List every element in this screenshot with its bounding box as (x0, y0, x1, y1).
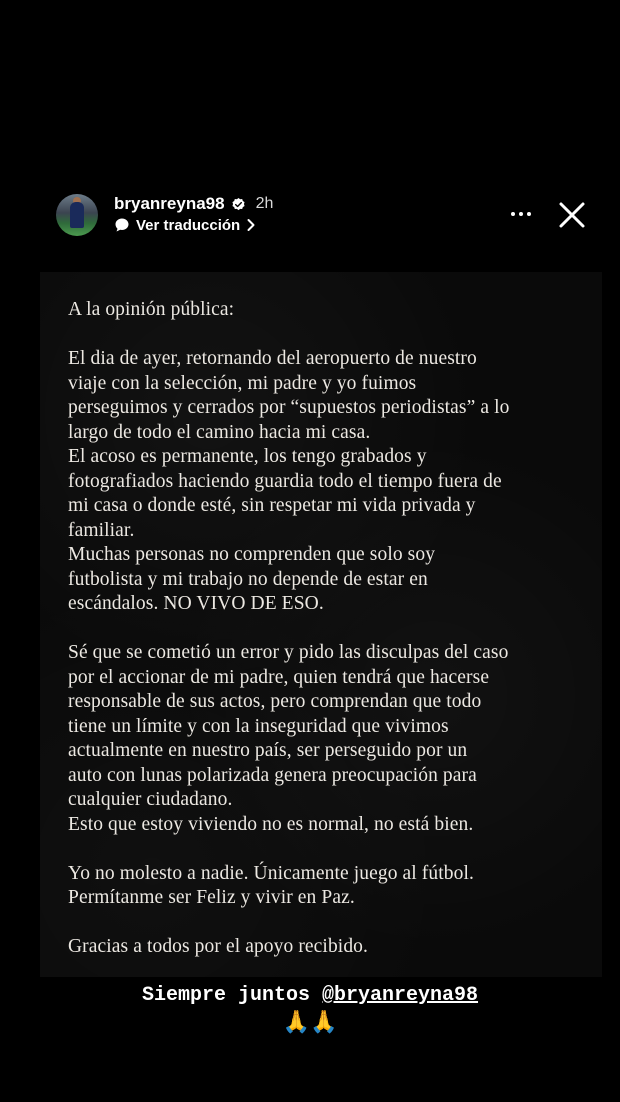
story-caption (0, 984, 620, 1007)
translate-icon (114, 217, 130, 233)
statement-letter (68, 298, 568, 984)
caption-text: Siempre juntos (141, 984, 322, 1007)
verified-badge-icon (231, 197, 246, 212)
more-dot (511, 212, 515, 216)
caption-emojis: 🙏🙏 (282, 1009, 338, 1034)
more-dot (519, 212, 523, 216)
letter-paragraph-3: Yo no molesto a nadie. Únicamente juego al fútbol. Permítanme ser Feliz y vivir en Paz. (68, 862, 474, 908)
see-translation-label: Ver traducción (136, 216, 241, 234)
story-header-user (114, 192, 273, 216)
letter-paragraph-2: Sé que se cometió un error y pido las disculpas del caso por el accionar de mi padre, quien tendrá que hacerse responsable de sus actos, pero comprendan que todo tiene un límite y con la inseguridad que vivimos actualmente en nuestro país, ser perseguido por un auto con lunas polarizada genera preocupación para cualquier ciudadano. Esto que estoy viviendo no es normal, no está bien. (68, 642, 509, 835)
see-translation-link[interactable] (114, 215, 256, 235)
letter-paragraph-4: Gracias a todos por el apoyo recibido. (68, 936, 368, 957)
profile-avatar[interactable] (56, 194, 98, 236)
more-options-icon[interactable] (506, 202, 536, 226)
letter-paragraph-1: El dia de ayer, retornando del aeropuerto de nuestro viaje con la selección, mi padre y yo fuimos perseguimos y cerrados por “supuestos periodistas” a lo largo de todo el camino hacia mi casa. El acoso es permanente, los tengo grabados y fotografiados haciendo guardia todo el tiempo fuera de mi casa o donde esté, sin respetar mi vida privada y familiar. Muchas personas no comprenden que solo soy futbolista y mi trabajo no depende de estar en escándalos. NO VIVO DE ESO. (68, 348, 510, 614)
caption-mention[interactable]: @bryanreyna98 (322, 984, 479, 1007)
chevron-right-icon (246, 218, 256, 232)
letter-heading: A la opinión pública: (68, 299, 235, 320)
close-icon[interactable] (556, 199, 588, 231)
avatar-figure-body (70, 202, 84, 228)
more-dot (527, 212, 531, 216)
username[interactable]: bryanreyna98 (114, 194, 225, 213)
post-time: 2h (255, 195, 274, 212)
